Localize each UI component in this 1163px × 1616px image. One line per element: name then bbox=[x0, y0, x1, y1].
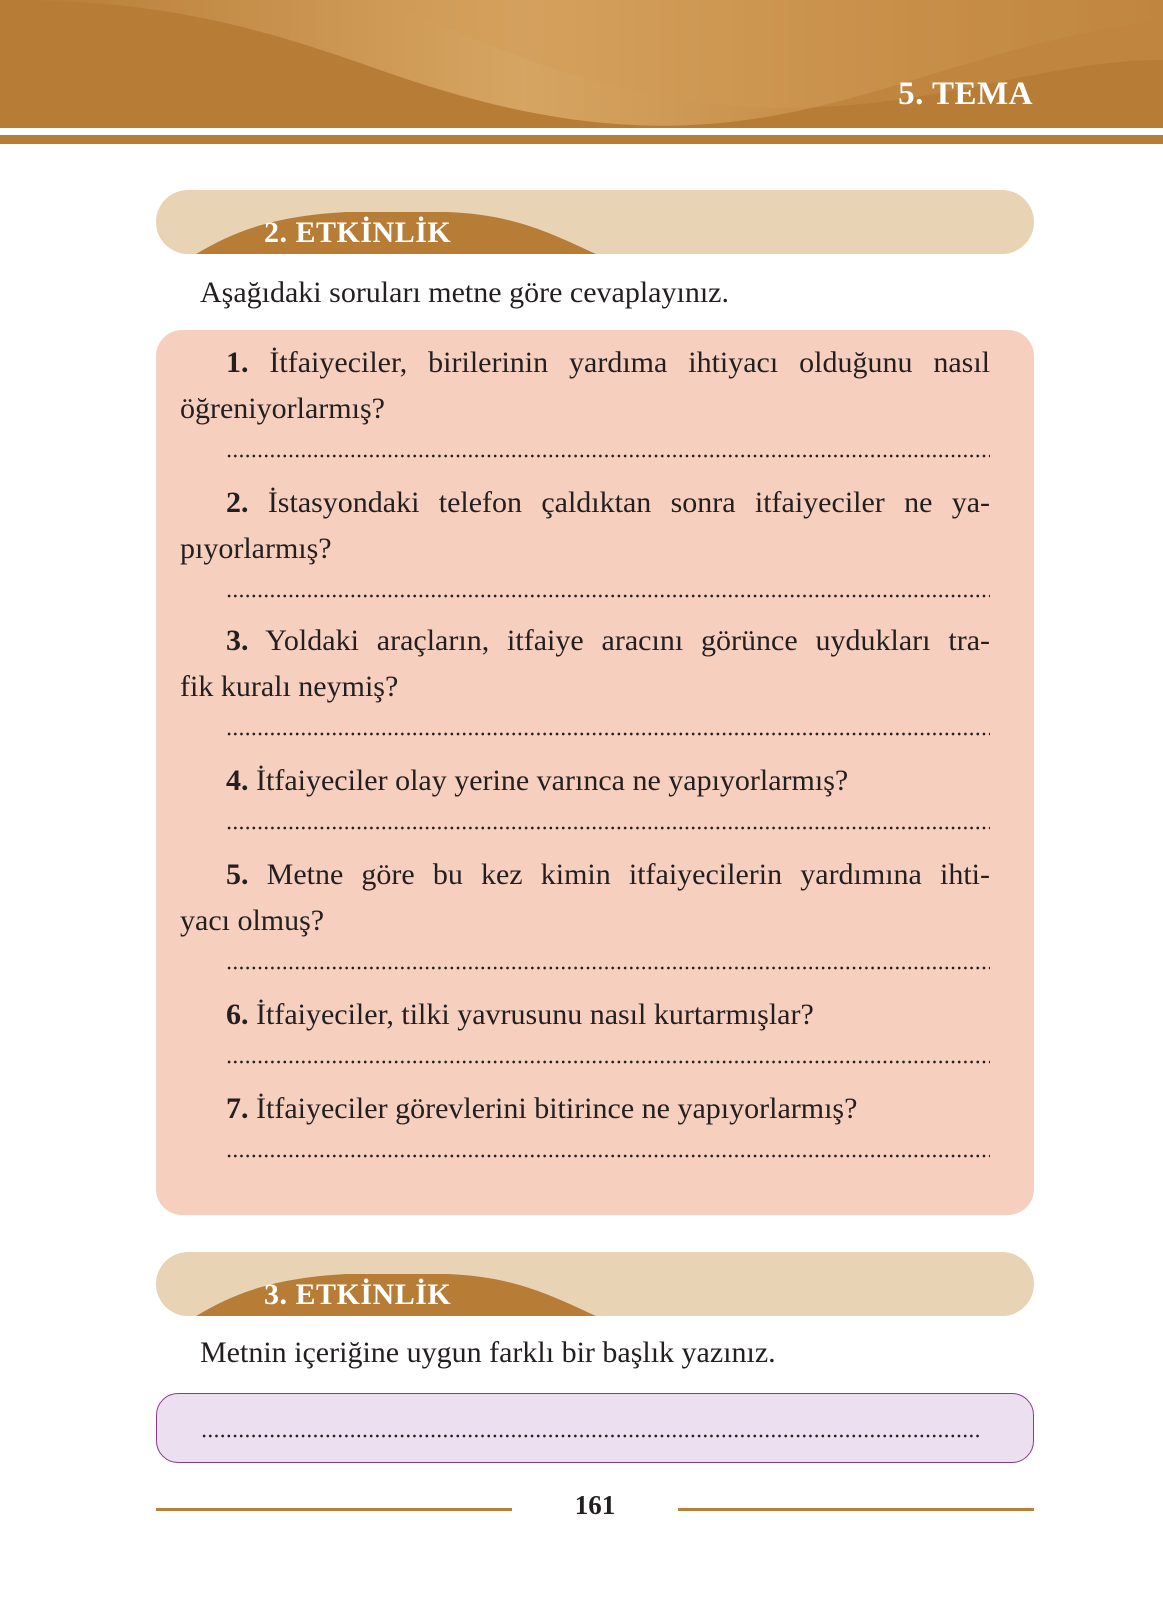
activity-2-title: 2. ETKİNLİK bbox=[264, 216, 452, 249]
answer-line-3[interactable] bbox=[226, 730, 990, 738]
question-text: İtfaiyeciler görevlerini bitirince ne yapıyorlarmış? bbox=[256, 1092, 858, 1125]
question-text: İtfaiyeciler olay yerine varınca ne yapıyorlarmış? bbox=[256, 764, 849, 797]
answer-line-1[interactable] bbox=[226, 452, 990, 460]
question-6 bbox=[180, 992, 990, 1038]
activity-2-instruction: Aşağıdaki soruları metne göre cevaplayınız. bbox=[200, 276, 729, 309]
question-text: İtfaiyeciler, birilerinin yardıma ihtiyacı olduğunu nasıl bbox=[269, 346, 990, 379]
question-3 bbox=[180, 618, 990, 710]
question-5 bbox=[180, 852, 990, 944]
footer-line-left bbox=[156, 1508, 512, 1511]
question-text: İtfaiyeciler, tilki yavrusunu nasıl kurtarmışlar? bbox=[256, 998, 814, 1031]
page-header bbox=[0, 0, 1163, 160]
page-number: 161 bbox=[574, 1490, 616, 1520]
answer-line-6[interactable] bbox=[226, 1058, 990, 1066]
question-text: Yoldaki araçların, itfaiye aracını görünce uydukları tra- bbox=[265, 624, 990, 657]
question-number: 7. bbox=[226, 1092, 249, 1125]
question-number: 3. bbox=[226, 624, 249, 657]
questions-box bbox=[156, 330, 1034, 1215]
title-answer-box bbox=[156, 1393, 1034, 1463]
question-text-cont: yacı olmuş? bbox=[180, 904, 325, 937]
question-text-cont: pıyorlarmış? bbox=[180, 532, 332, 565]
activity-3-instruction: Metnin içeriğine uygun farklı bir başlık yazınız. bbox=[200, 1336, 776, 1369]
question-7 bbox=[180, 1086, 990, 1132]
question-number: 1. bbox=[226, 346, 249, 379]
question-number: 4. bbox=[226, 764, 249, 797]
question-text: Metne göre bu kez kimin itfaiyecilerin yardımına ihti- bbox=[266, 858, 990, 891]
footer-line-right bbox=[678, 1508, 1034, 1511]
question-number: 6. bbox=[226, 998, 249, 1031]
question-number: 5. bbox=[226, 858, 249, 891]
question-text: İstasyondaki telefon çaldıktan sonra itfaiyeciler ne ya- bbox=[267, 486, 991, 519]
title-answer-line[interactable] bbox=[201, 1432, 979, 1440]
answer-line-2[interactable] bbox=[226, 592, 990, 600]
activity-3-banner bbox=[156, 1252, 1034, 1316]
theme-label: 5. TEMA bbox=[898, 76, 1033, 112]
answer-line-5[interactable] bbox=[226, 964, 990, 972]
question-1 bbox=[180, 340, 990, 432]
question-text-cont: fik kuralı neymiş? bbox=[180, 670, 399, 703]
answer-line-4[interactable] bbox=[226, 824, 990, 832]
question-text-cont: öğreniyorlarmış? bbox=[180, 392, 385, 425]
answer-line-7[interactable] bbox=[226, 1152, 990, 1160]
question-4 bbox=[180, 758, 990, 804]
activity-2-banner bbox=[156, 190, 1034, 254]
activity-3-title: 3. ETKİNLİK bbox=[264, 1278, 452, 1311]
question-number: 2. bbox=[226, 486, 249, 519]
question-2 bbox=[180, 480, 990, 572]
